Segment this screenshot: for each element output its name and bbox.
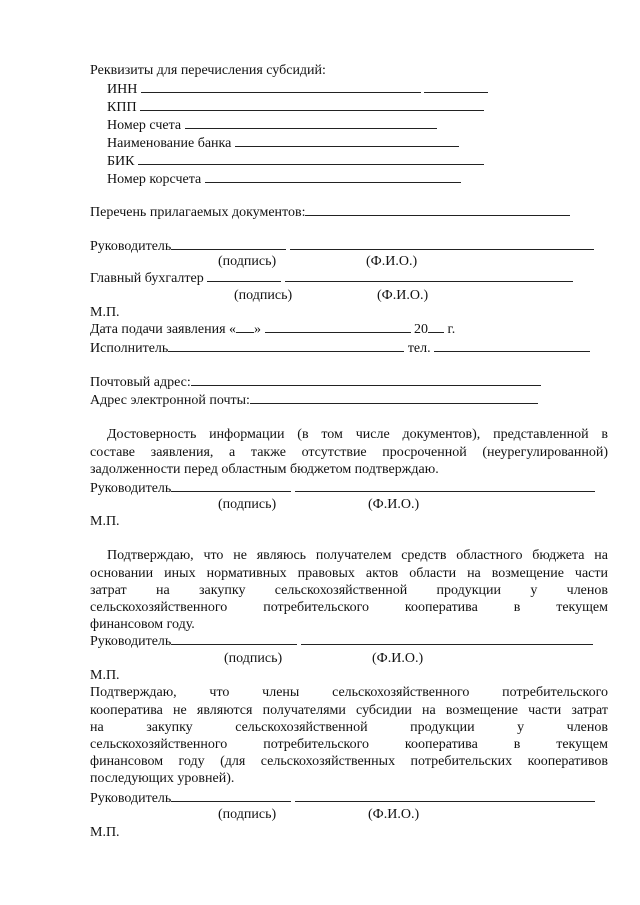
account-field-line[interactable] [185, 117, 437, 129]
signature-caption-3: (подпись) [218, 497, 277, 512]
fio-caption: (Ф.И.О.) [366, 254, 418, 269]
executor-row [90, 340, 590, 357]
accountant-label: Главный бухгалтер [90, 271, 204, 286]
stamp-place-2: М.П. [90, 514, 120, 529]
inn-label: ИНН [107, 82, 138, 97]
stamp-place-4: М.П. [90, 825, 120, 840]
date-year: 20 [414, 322, 429, 337]
signature-caption-5: (подпись) [218, 807, 277, 822]
inn-row [107, 81, 488, 98]
bik-field-line[interactable] [138, 153, 484, 165]
signature-caption-4: (подпись) [224, 651, 283, 666]
head-signature-line-4[interactable] [171, 790, 291, 802]
head-signature-line-2[interactable] [171, 480, 291, 492]
statement1-line-1: Достоверность информации (в том числе документов), представленной в [107, 427, 608, 442]
requisites-heading: Реквизиты для перечисления субсидий: [90, 63, 326, 78]
accountant-signature-line[interactable] [207, 270, 281, 282]
head-label-3: Руководитель [90, 634, 172, 649]
documents-label: Перечень прилагаемых документов: [90, 205, 306, 220]
inn-field-line[interactable] [141, 81, 421, 93]
signature-caption-2: (подпись) [234, 288, 293, 303]
statement2-line-3: затрат на закупку сельскохозяйственной продукции у членов [90, 583, 608, 598]
head-label: Руководитель [90, 239, 172, 254]
executor-name-line[interactable] [168, 340, 404, 352]
date-close-quote: » [254, 322, 262, 337]
bik-label: БИК [107, 154, 135, 169]
head-name-line-4[interactable] [295, 790, 595, 802]
date-label: Дата подачи заявления « [90, 322, 237, 337]
statement2-line-4: сельскохозяйственного потребительского кооператива в текущем [90, 600, 608, 615]
stamp-place-3: М.П. [90, 668, 120, 683]
statement2-line-2: основании иных нормативных правовых актов области на возмещение части [90, 566, 608, 581]
bank-row [107, 135, 459, 152]
fio-caption-4: (Ф.И.О.) [372, 651, 424, 666]
email-label: Адрес электронной почты: [90, 393, 250, 408]
account-label: Номер счета [107, 118, 182, 133]
head-name-line-2[interactable] [295, 480, 595, 492]
head-signature-line-3[interactable] [171, 633, 297, 645]
kpp-row [107, 99, 484, 116]
account-row [107, 117, 437, 134]
email-row [90, 392, 538, 409]
postal-row [90, 374, 541, 391]
statement2-line-1: Подтверждаю, что не являюсь получателем средств областного бюджета на [107, 548, 608, 563]
statement2-line-5: финансовом году. [90, 617, 195, 632]
head-name-line-3[interactable] [301, 633, 593, 645]
inn-field-line-2[interactable] [424, 81, 488, 93]
head-sign-row-3 [90, 633, 593, 650]
accountant-sign-row [90, 270, 573, 287]
statement1-line-3: задолженности перед областным бюджетом подтверждаю. [90, 462, 439, 477]
statement3-line-4: сельскохозяйственного потребительского кооператива в текущем [90, 737, 608, 752]
executor-tel-label: тел. [407, 341, 431, 356]
kpp-label: КПП [107, 100, 137, 115]
date-year-suffix: г. [447, 322, 456, 337]
tel-number-line[interactable] [454, 340, 590, 352]
head-sign-row-4 [90, 790, 595, 807]
head-name-line[interactable] [290, 238, 594, 250]
date-year-line[interactable] [428, 321, 444, 333]
statement3-line-2: кооператива не являются получателями субсидии на возмещение части затрат [90, 703, 608, 718]
kpp-field-line[interactable] [140, 99, 484, 111]
statement3-line-1: Подтверждаю, что члены сельскохозяйственного потребительского [90, 685, 608, 700]
bank-label: Наименование банка [107, 136, 232, 151]
accountant-name-line[interactable] [285, 270, 573, 282]
statement3-line-5: финансовом году (для сельскохозяйственных потребительских кооперативов [90, 754, 608, 769]
head-label-4: Руководитель [90, 791, 172, 806]
postal-field-line[interactable] [191, 374, 541, 386]
corr-account-row [107, 171, 461, 188]
fio-caption-2: (Ф.И.О.) [377, 288, 429, 303]
head-signature-line[interactable] [171, 238, 286, 250]
bank-field-line[interactable] [235, 135, 459, 147]
documents-field-line[interactable] [305, 204, 570, 216]
documents-row [90, 204, 570, 221]
stamp-place-1: М.П. [90, 305, 120, 320]
statement1-line-2: составе заявления, а также отсутствие просроченной (неурегулированной) [90, 445, 608, 460]
fio-caption-3: (Ф.И.О.) [368, 497, 420, 512]
date-month-line[interactable] [265, 321, 411, 333]
fio-caption-5: (Ф.И.О.) [368, 807, 420, 822]
head-sign-row-2 [90, 480, 595, 497]
corr-account-field-line[interactable] [205, 171, 461, 183]
tel-code-line[interactable] [434, 340, 454, 352]
statement3-line-3: на закупку сельскохозяйственной продукции у членов [90, 720, 608, 735]
statement3-line-6: последующих уровней). [90, 771, 235, 786]
signature-caption: (подпись) [218, 254, 277, 269]
date-row [90, 321, 455, 338]
postal-label: Почтовый адрес: [90, 375, 191, 390]
head-sign-row-1 [90, 238, 594, 255]
email-field-line[interactable] [250, 392, 538, 404]
bik-row [107, 153, 484, 170]
head-label-2: Руководитель [90, 481, 172, 496]
corr-account-label: Номер корсчета [107, 172, 202, 187]
date-day-line[interactable] [236, 321, 254, 333]
executor-label: Исполнитель [90, 341, 169, 356]
